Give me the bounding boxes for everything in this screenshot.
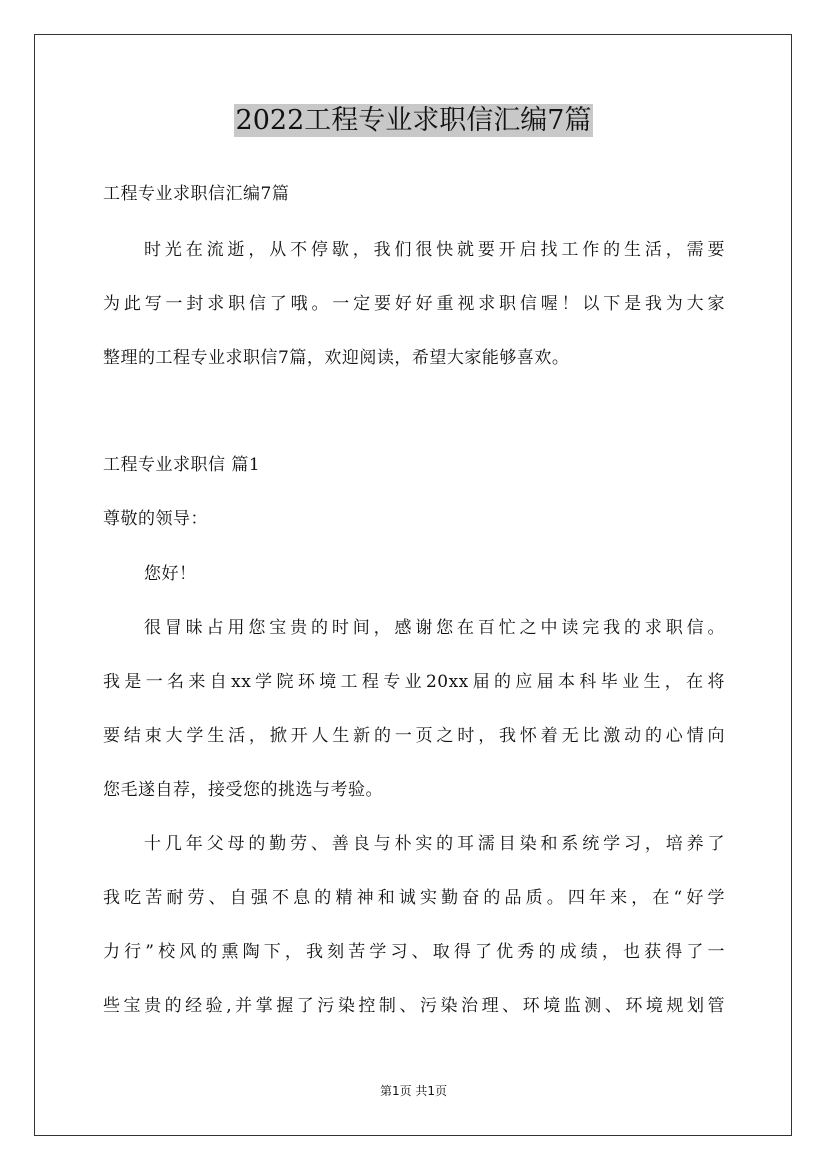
para1-line-1: 很冒昧占用您宝贵的时间，感谢您在百忙之中读完我的求职信。 (144, 618, 725, 638)
para2-line-4: 些宝贵的经验,并掌握了污染控制、污染治理、环境监测、环境规划管 (103, 996, 725, 1016)
intro-line-2: 为此写一封求职信了哦。一定要好好重视求职信喔！以下是我为大家 (103, 294, 725, 314)
section-heading: 工程专业求职信 篇1 (103, 455, 261, 475)
salutation: 尊敬的领导： (103, 509, 208, 529)
page-footer: 第1页 共1页 (379, 1084, 448, 1098)
para1-line-2: 我是一名来自xx学院环境工程专业20xx届的应届本科毕业生，在将 (103, 672, 725, 692)
document-subtitle: 工程专业求职信汇编7篇 (103, 184, 290, 204)
para2-line-1: 十几年父母的勤劳、善良与朴实的耳濡目染和系统学习，培养了 (144, 834, 725, 854)
intro-line-1: 时光在流逝，从不停歇，我们很快就要开启找工作的生活，需要 (144, 240, 725, 260)
para2-line-2: 我吃苦耐劳、自强不息的精神和诚实勤奋的品质。四年来，在“好学 (103, 888, 725, 908)
para1-line-4: 您毛遂自荐，接受您的挑选与考验。 (103, 780, 383, 800)
para2-line-3: 力行”校风的熏陶下，我刻苦学习、取得了优秀的成绩，也获得了一 (103, 942, 725, 962)
para1-line-3: 要结束大学生活，掀开人生新的一页之时，我怀着无比激动的心情向 (103, 726, 725, 746)
document-title: 2022工程专业求职信汇编7篇 (235, 105, 592, 136)
greeting: 您好！ (144, 564, 197, 584)
intro-line-3: 整理的工程专业求职信7篇，欢迎阅读，希望大家能够喜欢。 (103, 348, 570, 368)
